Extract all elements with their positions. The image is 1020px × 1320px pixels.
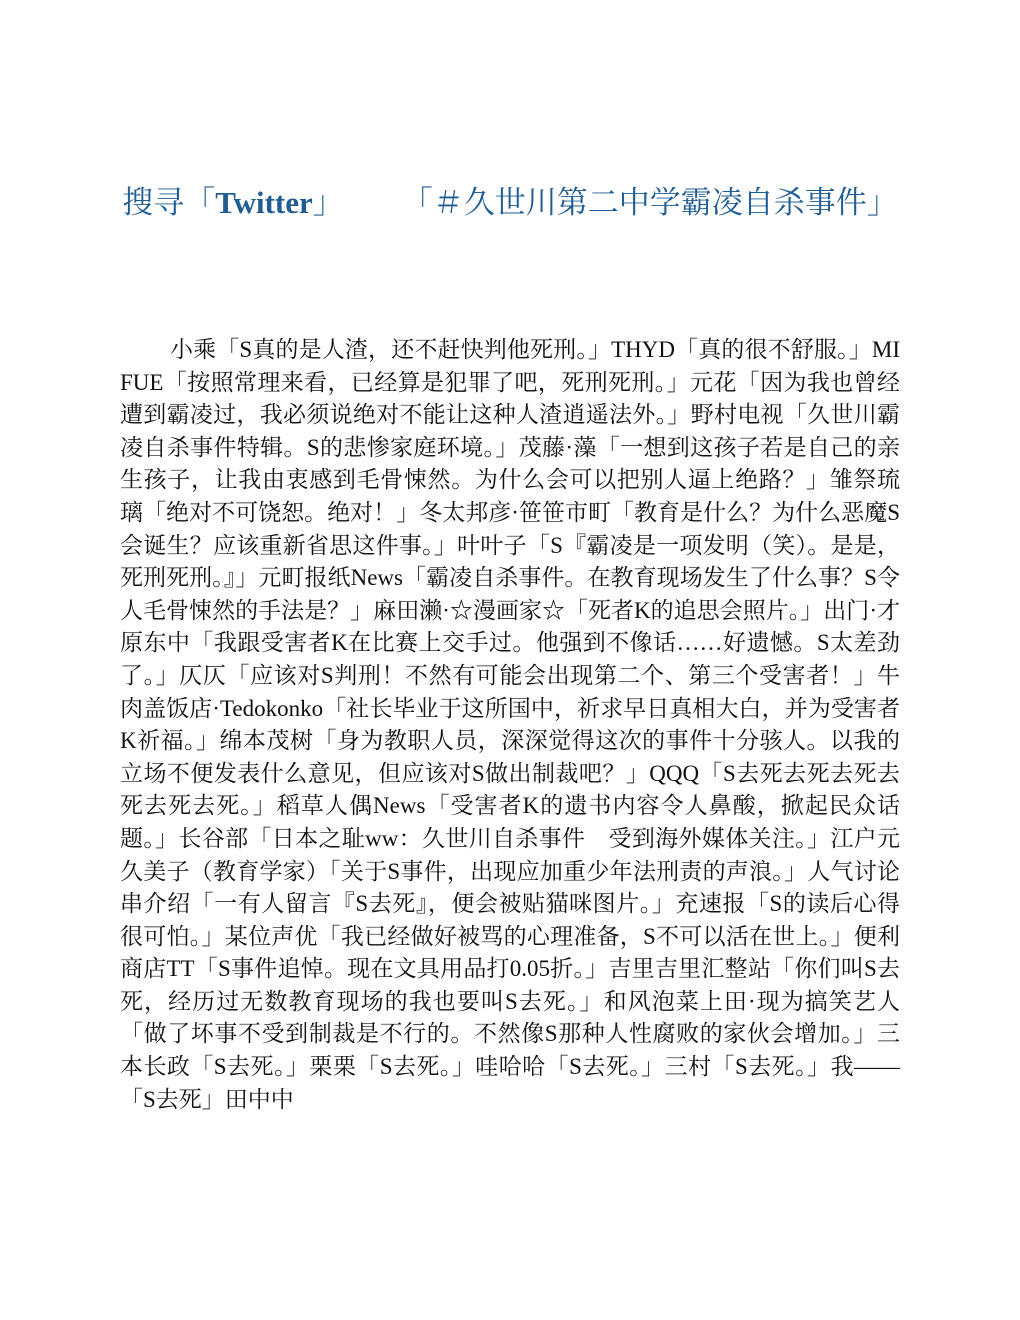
body-paragraph: 小乘「S真的是人渣，还不赶快判他死刑。」THYD「真的很不舒服。」MIFUE「按照常理来看，已经算是犯罪了吧，死刑死刑。」元花「因为我也曾经遭到霸凌过，我必须说绝对不能让这种人渣逍遥法外。」野村电视「久世川霸凌自杀事件特辑。S的悲惨家庭环境。」茂藤·藻「一想到这孩子若是自己的亲生孩子，让我由衷感到毛骨悚然。为什么会可以把别人逼上绝路？」雏祭琉璃「绝对不可饶恕。绝对！」冬太邦彦·笹笹市町「教育是什么？为什么恶魔S会诞生？应该重新省思这件事。」叶叶子「S『霸凌是一项发明（笑）。是是，死刑死刑。』」元町报纸News「霸凌自杀事件。在教育现场发生了什么事？S令人毛骨悚然的手法是？」麻田濑·☆漫画家☆「死者K的追思会照片。」出门·才原东中「我跟受害者K在比赛上交手过。他强到不像话……好遗憾。S太差劲了。」仄仄「应该对S判刑！不然有可能会出现第二个、第三个受害者！」牛肉盖饭店·Tedokonko「社长毕业于这所国中，祈求早日真相大白，并为受害者K祈福。」绵本茂树「身为教职人员，深深觉得这次的事件十分骇人。以我的立场不便发表什么意见，但应该对S做出制裁吧？」QQQ「S去死去死去死去死去死去死。」稻草人偶News「受害者K的遗书内容令人鼻酸，掀起民众话题。」长谷部「日本之耻ww：久世川自杀事件 受到海外媒体关注。」江户元久美子（教育学家）「关于S事件，出现应加重少年法刑责的声浪。」人气讨论串介绍「一有人留言『S去死』，便会被贴猫咪图片。」充速报「S的读后心得很可怕。」某位声优「我已经做好被骂的心理准备，S不可以活在世上。」便利商店TT「S事件追悼。现在文具用品打0.05折。」吉里吉里汇整站「你们叫S去死，经历过无数教育现场的我也要叫S去死。」和风泡菜上田·现为搞笑艺人「做了坏事不受到制裁是不行的。不然像S那种人性腐败的家伙会增加。」三本长政「S去死。」栗栗「S去死。」哇哈哈「S去死。」三村「S去死。」我——「S去死」田中中 xyxy=(120,337,900,1112)
page-heading xyxy=(120,184,900,222)
heading-suffix: 」 xyxy=(312,185,344,220)
heading-keyword: Twitter xyxy=(215,185,313,220)
heading-hashtag: 「＃久世川第二中学霸凌自杀事件」 xyxy=(401,185,898,220)
heading-prefix: 搜寻「 xyxy=(122,185,216,220)
